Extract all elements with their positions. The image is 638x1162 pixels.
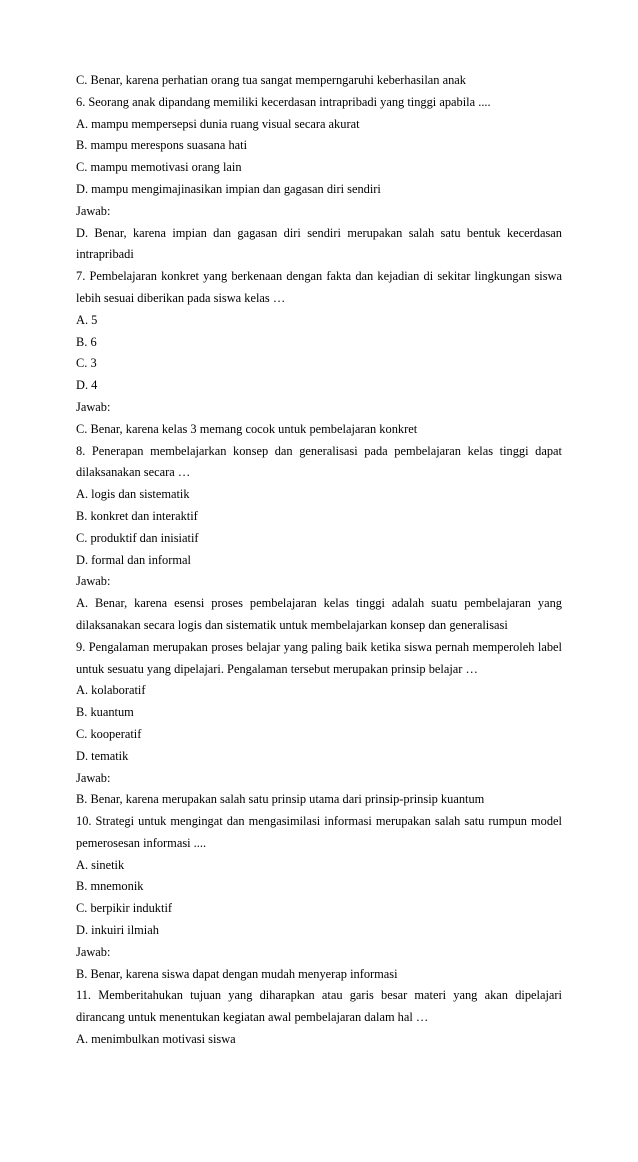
text-line: A. menimbulkan motivasi siswa bbox=[76, 1032, 236, 1047]
text-line: lebih sesuai diberikan pada siswa kelas … bbox=[76, 290, 286, 305]
text-line: C. mampu memotivasi orang lain bbox=[76, 160, 242, 175]
text-line: D. Benar, karena impian dan gagasan diri sendiri merupakan salah satu bentuk kecerdasan bbox=[76, 225, 562, 240]
text-line: dilaksanakan secara … bbox=[76, 465, 191, 480]
text-line: Jawab: bbox=[76, 574, 111, 589]
text-line: Jawab: bbox=[76, 399, 111, 414]
text-line: pemerosesan informasi .... bbox=[76, 835, 207, 850]
text-line: C. produktif dan inisiatif bbox=[76, 530, 199, 545]
text-line: B. konkret dan interaktif bbox=[76, 508, 198, 523]
text-line: D. inkuiri ilmiah bbox=[76, 923, 159, 938]
text-line: 7. Pembelajaran konkret yang berkenaan dengan fakta dan kejadian di sekitar lingkungan siswa bbox=[76, 269, 562, 284]
text-line: dilaksanakan secara logis dan sistematik untuk membelajarkan konsep dan generalisasi bbox=[76, 617, 508, 632]
text-line: untuk sesuatu yang dipelajari. Pengalaman tersebut merupakan prinsip belajar … bbox=[76, 661, 478, 676]
text-line: A. 5 bbox=[76, 312, 98, 327]
text-line: C. kooperatif bbox=[76, 726, 142, 741]
text-line: D. formal dan informal bbox=[76, 552, 191, 567]
document-page bbox=[76, 70, 562, 1051]
text-line: B. mampu merespons suasana hati bbox=[76, 138, 248, 153]
text-line: intrapribadi bbox=[76, 247, 134, 262]
text-line: A. logis dan sistematik bbox=[76, 487, 190, 502]
text-line: D. tematik bbox=[76, 748, 129, 763]
text-line: 10. Strategi untuk mengingat dan mengasimilasi informasi merupakan salah satu rumpun model bbox=[76, 814, 562, 829]
text-line: D. 4 bbox=[76, 378, 98, 393]
text-line: C. Benar, karena kelas 3 memang cocok untuk pembelajaran konkret bbox=[76, 421, 418, 436]
text-line: A. sinetik bbox=[76, 857, 125, 872]
text-line: A. mampu mempersepsi dunia ruang visual secara akurat bbox=[76, 116, 360, 131]
text-line: 6. Seorang anak dipandang memiliki kecerdasan intrapribadi yang tinggi apabila .... bbox=[76, 94, 491, 109]
text-line: A. Benar, karena esensi proses pembelajaran kelas tinggi adalah suatu pembelajaran yang bbox=[76, 596, 562, 611]
text-line: B. kuantum bbox=[76, 705, 134, 720]
text-line: Jawab: bbox=[76, 770, 111, 785]
text-line: B. 6 bbox=[76, 334, 97, 349]
text-line: C. 3 bbox=[76, 356, 97, 371]
text-line: B. Benar, karena siswa dapat dengan mudah menyerap informasi bbox=[76, 966, 398, 981]
text-line: C. berpikir induktif bbox=[76, 901, 173, 916]
text-line: A. kolaboratif bbox=[76, 683, 146, 698]
text-line: Jawab: bbox=[76, 203, 111, 218]
text-line: C. Benar, karena perhatian orang tua sangat memperngaruhi keberhasilan anak bbox=[76, 73, 466, 87]
text-line: 9. Pengalaman merupakan proses belajar yang paling baik ketika siswa pernah memperoleh label bbox=[76, 639, 562, 654]
text-line: dirancang untuk menentukan kegiatan awal pembelajaran dalam hal … bbox=[76, 1010, 429, 1025]
text-line: B. mnemonik bbox=[76, 879, 144, 894]
text-line: Jawab: bbox=[76, 944, 111, 959]
text-line: 11. Memberitahukan tujuan yang diharapkan atau garis besar materi yang akan dipelajari bbox=[76, 988, 562, 1003]
text-line: B. Benar, karena merupakan salah satu prinsip utama dari prinsip-prinsip kuantum bbox=[76, 792, 485, 807]
text-line: 8. Penerapan membelajarkan konsep dan generalisasi pada pembelajaran kelas tinggi dapat bbox=[76, 443, 562, 458]
text-line: D. mampu mengimajinasikan impian dan gagasan diri sendiri bbox=[76, 181, 381, 196]
